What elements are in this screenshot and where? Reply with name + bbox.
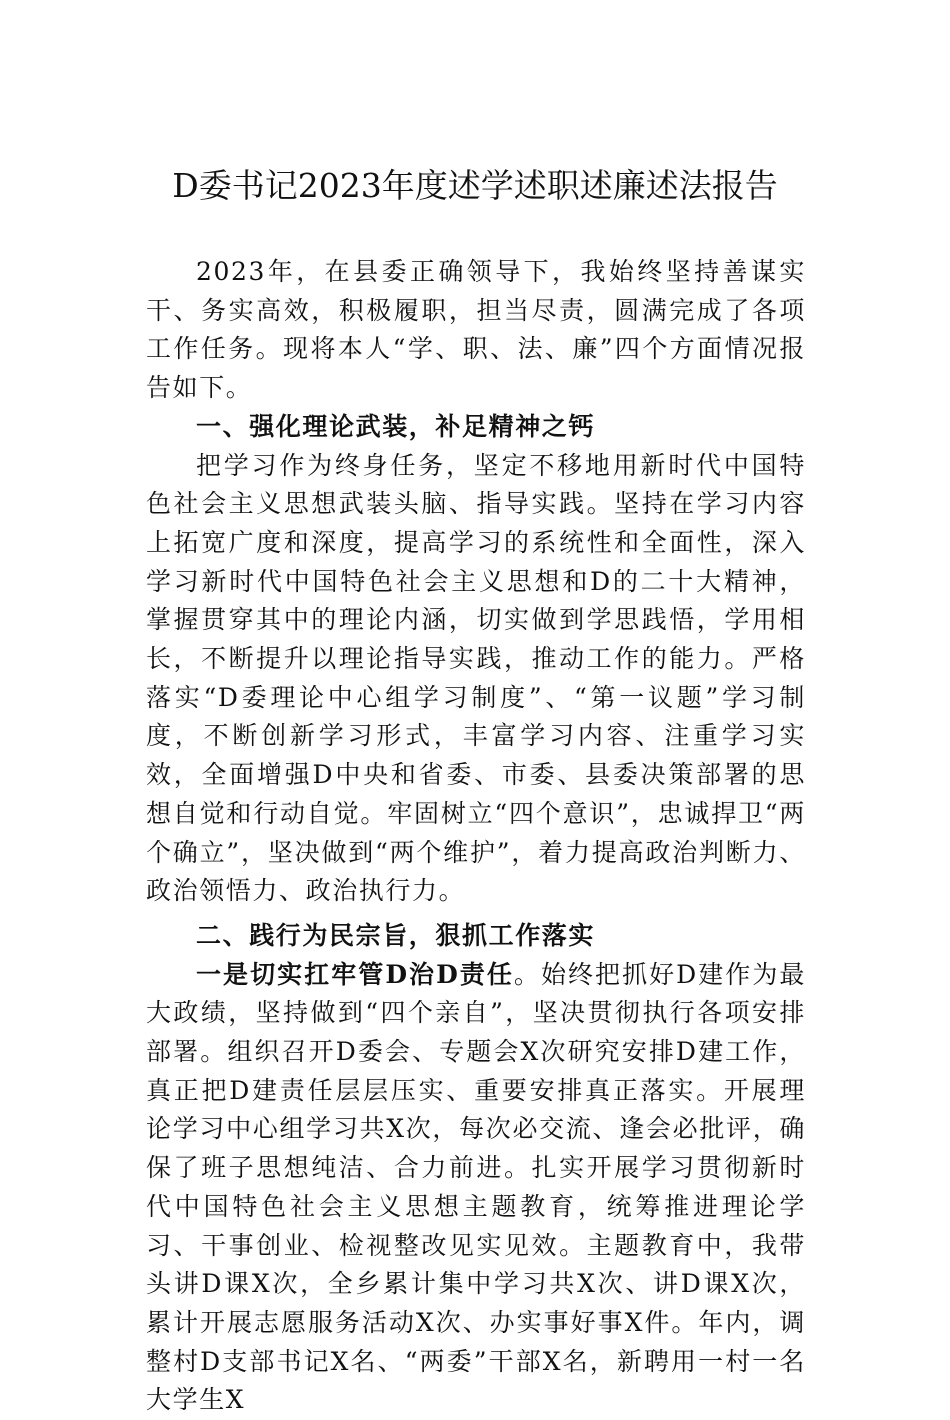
- paragraph-text: 。始终把抓好D建作为最大政绩，坚持做到“四个亲自”，坚决贯彻执行各项安排部署。组织召开D委会、专题会X次研究安排D建工作，真正把D建责任层层压实、重要安排真正落实。开展理论学习中心组学习共X次，每次必交流、逢会必批评，确保了班子思想纯洁、合力前进。扎实开展学习贯彻新时代中国特色社会主义思想主题教育，统筹推进理论学习、干事创业、检视整改见实见效。主题教育中，我带头讲D课X次，全乡累计集中学习共X次、讲D课X次，累计开展志愿服务活动X次、办实事好事X件。年内，调整村D支部书记X名、“两委”干部X名，新聘用一村一名大学生X: [146, 959, 806, 1415]
- section-paragraph-1: 把学习作为终身任务，坚定不移地用新时代中国特色社会主义思想武装头脑、指导实践。坚持在学习内容上拓宽广度和深度，提高学习的系统性和全面性，深入学习新时代中国特色社会主义思想和D的二十大精神，掌握贯穿其中的理论内涵，切实做到学思践悟，学用相长，不断提升以理论指导实践，推动工作的能力。严格落实“D委理论中心组学习制度”、“第一议题”学习制度，不断创新学习形式，丰富学习内容、注重学习实效，全面增强D中央和省委、市委、县委决策部署的思想自觉和行动自觉。牢固树立“四个意识”，忠诚捍卫“两个确立”，坚决做到“两个维护”，着力提高政治判断力、政治领悟力、政治执行力。: [146, 450, 806, 906]
- document-title: D委书记2023年度述学述职述廉述法报告: [172, 166, 778, 205]
- paragraph-lead-phrase: 一是切实扛牢管D治D责任: [196, 959, 514, 989]
- section-heading-1: 一、强化理论武装，补足精神之钙: [196, 411, 596, 441]
- section-heading-2: 二、践行为民宗旨，狠抓工作落实: [196, 920, 596, 950]
- section-paragraph-2: [146, 956, 806, 1420]
- document-body: [146, 253, 806, 1420]
- intro-paragraph: 2023年，在县委正确领导下，我始终坚持善谋实干、务实高效，积极履职，担当尽责，圆满完成了各项工作任务。现将本人“学、职、法、廉”四个方面情况报告如下。: [146, 257, 806, 403]
